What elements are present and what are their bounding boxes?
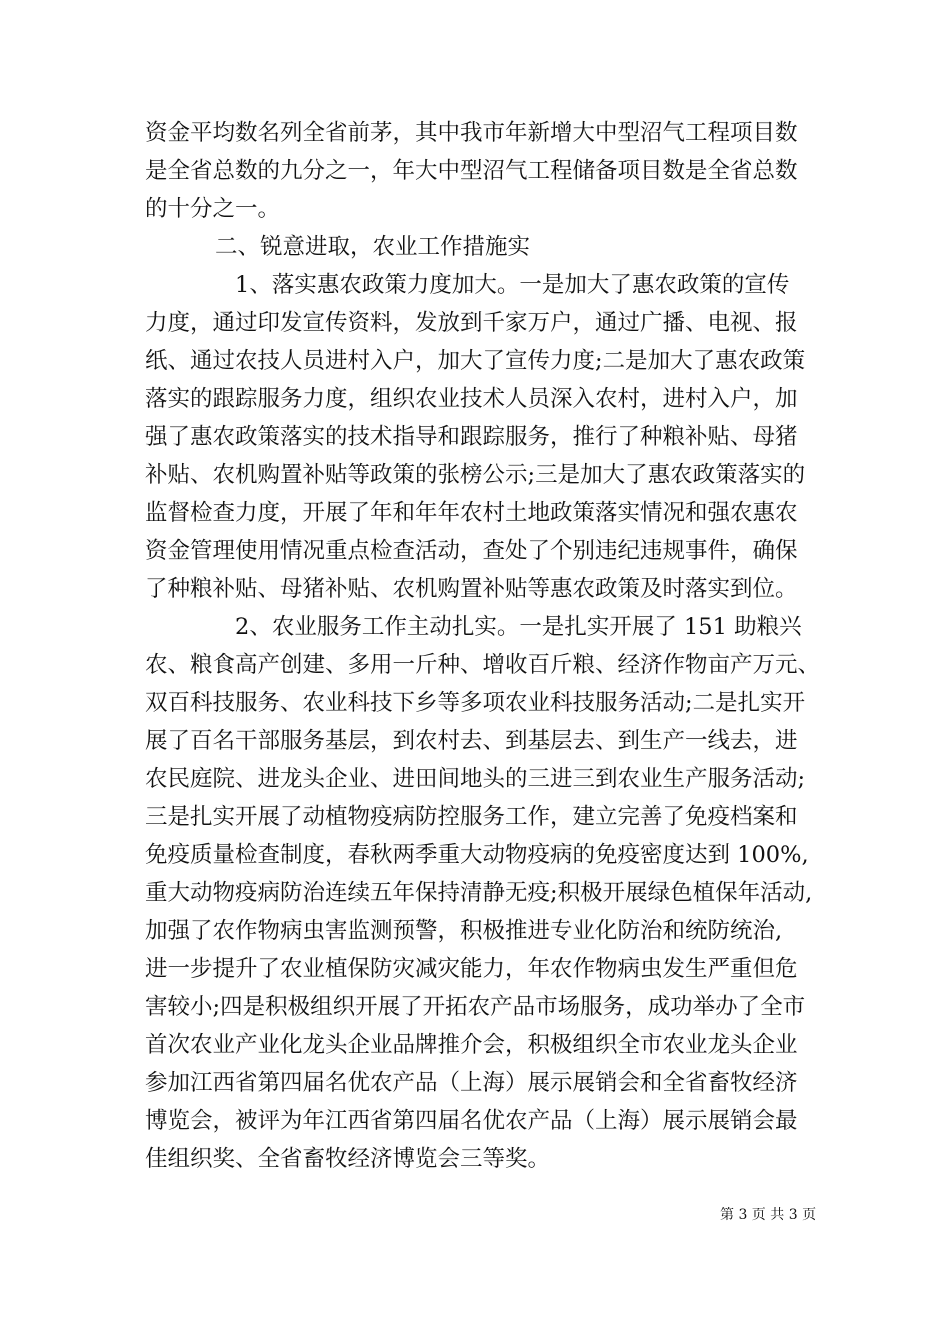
body-line-25: 首次农业产业化龙头企业品牌推介会，积极组织全市农业龙头企业 — [145, 1032, 798, 1058]
body-line-27: 博览会，被评为年江西省第四届名优农产品（上海）展示展销会最 — [145, 1108, 798, 1134]
body-line-12: 资金管理使用情况重点检查活动，查处了个别违纪违规事件，确保 — [145, 538, 798, 564]
body-line-19: 三是扎实开展了动植物疫病防控服务工作，建立完善了免疫档案和 — [145, 804, 798, 830]
body-line-7: 纸、通过农技人员进村入户，加大了宣传力度;二是加大了惠农政策 — [145, 348, 806, 374]
body-line-20: 免疫质量检查制度，春秋两季重大动物疫病的免疫密度达到 100%, — [145, 842, 809, 868]
body-line-17: 展了百名干部服务基层，到农村去、到基层去、到生产一线去，进 — [145, 728, 798, 754]
body-line-24: 害较小;四是积极组织开展了开拓农产品市场服务，成功举办了全市 — [145, 994, 806, 1020]
body-line-10: 补贴、农机购置补贴等政策的张榜公示;三是加大了惠农政策落实的 — [145, 462, 806, 488]
section-heading: 二、锐意进取，农业工作措施实 — [215, 234, 531, 260]
body-line-18: 农民庭院、进龙头企业、进田间地头的三进三到农业生产服务活动; — [145, 766, 806, 792]
body-line-16: 双百科技服务、农业科技下乡等多项农业科技服务活动;二是扎实开 — [145, 690, 806, 716]
body-line-28: 佳组织奖、全省畜牧经济博览会三等奖。 — [145, 1146, 551, 1172]
body-line-1: 资金平均数名列全省前茅，其中我市年新增大中型沼气工程项目数 — [145, 120, 798, 146]
body-line-23: 进一步提升了农业植保防灾减灾能力，年农作物病虫发生严重但危 — [145, 956, 798, 982]
body-line-11: 监督检查力度，开展了年和年年农村土地政策落实情况和强农惠农 — [145, 500, 798, 526]
body-line-13: 了种粮补贴、母猪补贴、农机购置补贴等惠农政策及时落实到位。 — [145, 576, 798, 602]
body-line-8: 落实的跟踪服务力度，组织农业技术人员深入农村，进村入户，加 — [145, 386, 798, 412]
body-line-21: 重大动物疫病防治连续五年保持清静无疫;积极开展绿色植保年活动, — [145, 880, 813, 906]
body-line-5: 1、落实惠农政策力度加大。一是加大了惠农政策的宣传 — [235, 272, 790, 298]
body-line-26: 参加江西省第四届名优农产品（上海）展示展销会和全省畜牧经济 — [145, 1070, 798, 1096]
body-line-3: 的十分之一。 — [145, 196, 281, 222]
page-footer: 第 3 页 共 3 页 — [720, 1207, 817, 1223]
body-line-2: 是全省总数的九分之一，年大中型沼气工程储备项目数是全省总数 — [145, 158, 798, 184]
body-line-15: 农、粮食高产创建、多用一斤种、增收百斤粮、经济作物亩产万元、 — [145, 652, 821, 678]
body-line-22: 加强了农作物病虫害监测预警，积极推进专业化防治和统防统治, — [145, 918, 783, 944]
body-line-14: 2、农业服务工作主动扎实。一是扎实开展了 151 助粮兴 — [235, 614, 802, 640]
body-line-6: 力度，通过印发宣传资料，发放到千家万户，通过广播、电视、报 — [145, 310, 798, 336]
body-line-9: 强了惠农政策落实的技术指导和跟踪服务，推行了种粮补贴、母猪 — [145, 424, 798, 450]
